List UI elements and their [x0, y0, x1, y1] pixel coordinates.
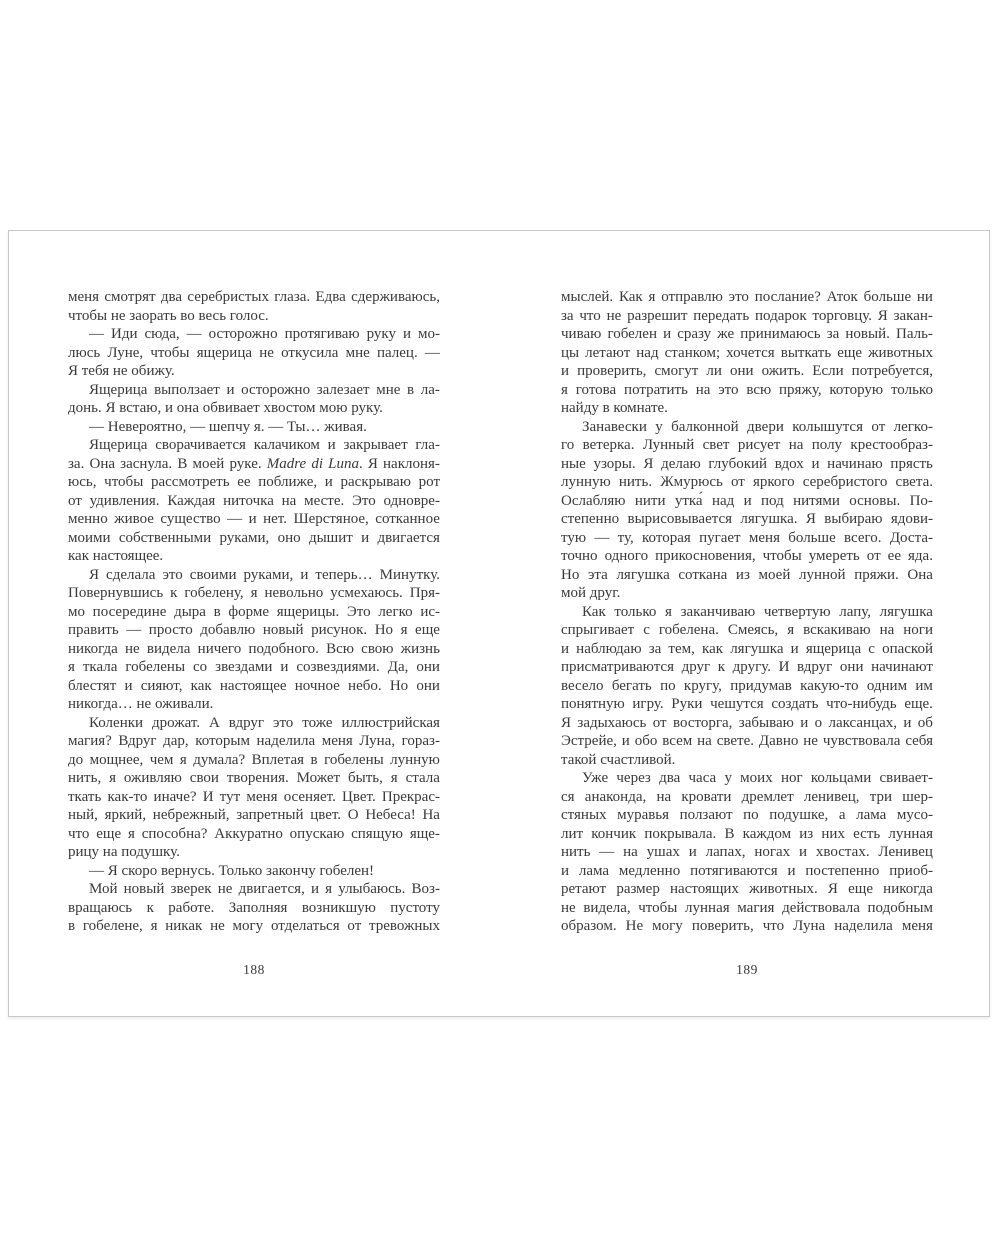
page-number-left: 188 [243, 962, 265, 977]
text-line: люсь Луне, чтобы ящерица не откусила мне палец. — [68, 344, 440, 361]
text-line: Ящерица выползает и осторожно залезает мне в ла- [89, 381, 440, 398]
text-line: от удивления. Каждая ниточка на месте. Это одновре- [68, 492, 440, 509]
text-line: я ткала гобелены со звездами и созвездиями. Да, они [68, 659, 440, 675]
text-line: что еще я способна? Аккуратно опускаю спящую яще- [68, 825, 440, 842]
text-line: вращаюсь к работе. Заполняя возникшую пустоту [68, 899, 440, 916]
text-line: никогда не видела ничего подобного. Всю свою жизнь [68, 640, 440, 657]
text-line: в гобелене, я никак не могу отделаться от тревожных [68, 918, 440, 934]
text-line: спрыгивает с гобелена. Смеясь, я вскакиваю на ноги [561, 622, 933, 638]
text-line: Я задыхаюсь от восторга, забываю и о лаксанцах, и об [561, 714, 933, 731]
text-line: степенно вырисовывается лягушка. Я выбираю ядови- [561, 511, 933, 527]
text-line: и проверить, смогут ли они ожить. Если потребуется, [561, 363, 933, 379]
text-line: Ослабляю нити утка́ над и под нитями основы. По- [561, 492, 933, 509]
text-line: Занавески у балконной двери колышутся от легко- [582, 418, 933, 435]
text-line: образом. Не могу поверить, что Луна наделила меня [561, 918, 933, 934]
text-line: Ящерица сворачивается калачиком и закрывает гла- [89, 437, 440, 453]
text-line: и наблюдаю за тем, как лягушка и ящерица с опаской [561, 640, 933, 657]
text-line: за что не разрешит передать подарок торговцу. Я закан- [561, 307, 933, 324]
text-column-left [68, 288, 440, 936]
text-line: и лама медленно потягиваются и постепенно приоб- [561, 862, 933, 879]
text-line: мо посередине дыра в форме ящерицы. Это легко ис- [68, 603, 440, 620]
text-line: го ветерка. Лунный свет рисует на полу крестообраз- [561, 437, 933, 453]
text-line: Но эта лягушка соткана из моей лунной пряжи. Она [561, 566, 933, 583]
text-line: лунную нить. Жмурюсь от яркого серебристого света. [561, 474, 933, 490]
text-line: блестят и сияют, как настоящее ночное небо. Но они [68, 677, 440, 694]
text-line: юсь, чтобы рассмотреть ее поближе, и раскрываю рот [68, 474, 440, 490]
text-line: меня смотрят два серебристых глаза. Едва сдерживаюсь, [68, 289, 440, 305]
text-line: тую — ту, которая пугает меня больше всего. Доста- [561, 529, 933, 546]
text-line: мыслей. Как я отправлю это послание? Аток больше ни [561, 289, 933, 305]
text-line: такой счастливой. [561, 751, 676, 768]
text-line: чтобы не заорать во весь голос. [68, 307, 269, 324]
text-line: до мощнее, чем я думала? Вплетая в гобелены лунную [68, 751, 440, 768]
text-line: — Я скоро вернусь. Только закончу гобелен! [89, 862, 375, 879]
text-line: найду в комнате. [561, 400, 668, 416]
text-line: мой друг. [561, 585, 621, 601]
text-line: я готова потратить на это всю пряжу, которую только [561, 381, 933, 398]
book-spread [8, 230, 990, 1017]
text-line: Коленки дрожат. А вдруг это тоже иллюстрийская [89, 714, 440, 731]
text-line: присматриваются друг к другу. И вдруг они начинают [561, 659, 933, 675]
text-line: Как только я заканчиваю четвертую лапу, лягушка [582, 603, 933, 620]
text-line: стяных муравья ползают по подушке, а лама мусо- [561, 807, 933, 823]
text-line: чиваю гобелен и сразу же принимаюсь за новый. Паль- [561, 326, 933, 342]
text-line: Эстрейе, и обо всем на свете. Давно не чувствовала себя [561, 733, 933, 749]
text-line: никогда… не оживали. [68, 696, 214, 712]
text-line: ретают размер настоящих животных. Я еще никогда [561, 881, 933, 897]
text-line: ные узоры. Я делаю глубокий вдох и начинаю прясть [561, 455, 933, 472]
text-line: рицу на подушку. [68, 844, 180, 860]
page-number-right: 189 [736, 962, 758, 977]
text-line: за. Она заснула. В моей руке. Madre di Luna. Я наклоня- [68, 455, 440, 472]
text-line: весело бегать по кругу, придумав какую-то одним им [561, 677, 933, 694]
text-line: цы летают над станком; хочется выткать еще животных [561, 344, 933, 361]
text-line: — Иди сюда, — осторожно протягиваю руку и мо- [89, 326, 440, 342]
text-line: моими собственными руками, оно дышит и двигается [68, 529, 440, 546]
text-line: Мой новый зверек не двигается, и я улыбаюсь. Воз- [89, 881, 440, 897]
text-line: донь. Я встаю, и она обвивает хвостом мою руку. [68, 400, 383, 416]
text-line: менно живое существо — и нет. Шерстяное, сотканное [68, 511, 440, 527]
text-line: не видела, чтобы лунная магия действовала подобным [561, 899, 933, 916]
text-line: нить — на ушах и лапах, ногах и хвостах. Ленивец [561, 844, 933, 860]
text-line: магия? Вдруг дар, которым наделила меня Луна, гораз- [68, 733, 440, 749]
text-line: как настоящее. [68, 548, 164, 564]
text-column-right [561, 288, 933, 936]
text-line: Уже через два часа у моих ног кольцами свивает- [582, 770, 933, 786]
text-line: нить, я оживляю свои творения. Может быть, я стала [68, 770, 440, 786]
text-line: править — просто добавлю новый рисунок. Но я еще [68, 622, 440, 638]
text-line: Я сделала это своими руками, и теперь… Минутку. [89, 566, 440, 583]
text-line: — Невероятно, — шепчу я. — Ты… живая. [89, 418, 367, 435]
text-line: Повернувшись к гобелену, я невольно усмехаюсь. Пря- [68, 585, 440, 601]
text-line: ся анаконда, на кровати дремлет ленивец, три шер- [561, 788, 933, 805]
text-line: ный, яркий, небрежный, запретный цвет. О Небеса! На [68, 807, 440, 823]
text-line: лит кончик покрывала. В каждом из них есть лунная [561, 825, 933, 842]
text-line: Я тебя не обижу. [68, 363, 175, 379]
text-line: ткать как-то иначе? И тут меня осеняет. Цвет. Прекрас- [68, 788, 440, 805]
text-line: понятную игру. Руки чешутся создать что-нибудь еще. [561, 696, 933, 712]
text-line: точно одного прикосновения, чтобы умереть от ее яда. [561, 548, 933, 564]
